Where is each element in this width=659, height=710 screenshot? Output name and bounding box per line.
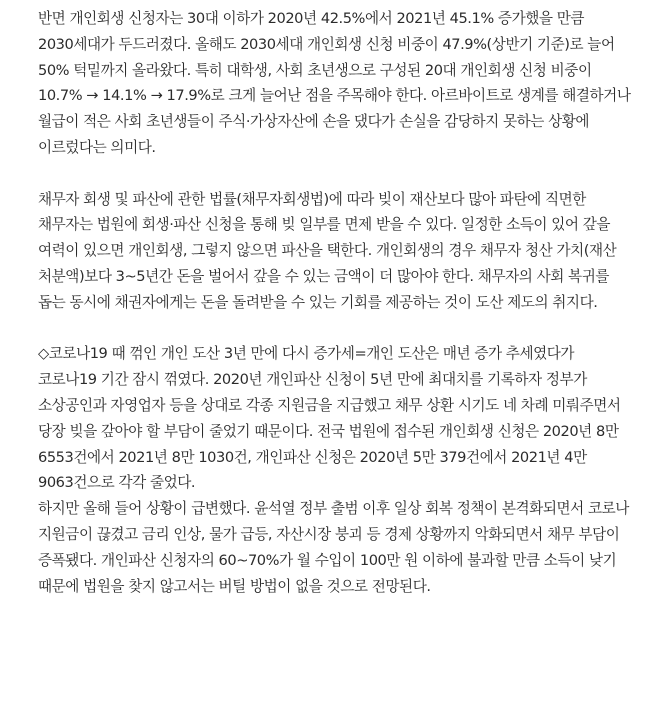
article-paragraph-covid-decline: ◇코로나19 때 꺾인 개인 도산 3년 만에 다시 증가세=개인 도산은 매년 증가 추세였다가 코로나19 기간 잠시 꺾였다. 2020년 개인파산 신청이 5년 만에 최대치를 기록하자 정부가 소상공인과 자영업자 등을 상대로 각종 지원금을 지급했고 채무 상환 시기도 네 차례 미뤄주면서 당장 빚을 갚아야 할 부담이 줄었기 때문이다. 전국 법원에 접수된 개인회생 신청은 2020년 8만 6553건에서 2021년 8만 1030건, 개인파산 신청은 2020년 5만 379건에서 2021년 4만 9063건으로 각각 줄었다. [38, 345, 621, 492]
article-paragraph-outlook: 하지만 올해 들어 상황이 급변했다. 윤석열 정부 출범 이후 일상 회복 정책이 본격화되면서 코로나 지원금이 끊겼고 금리 인상, 물가 급등, 자산시장 붕괴 등 경제 상황까지 악화되면서 채무 부담이 증폭됐다. 개인파산 신청자의 60~70%가 월 수입이 100만 원 이하에 불과할 만큼 소득이 낮기 때문에 법원을 찾지 않고서는 버틸 방법이 없을 것으로 전망된다. [38, 500, 629, 595]
article-paragraph-bankruptcy-law: 채무자 회생 및 파산에 관한 법률(채무자회생법)에 따라 빚이 재산보다 많아 파탄에 직면한 채무자는 법원에 회생·파산 신청을 통해 빚 일부를 면제 받을 수 있다. 일정한 소득이 있어 갚을 여력이 있으면 개인회생, 그렇지 않으면 파산을 택한다. 개인회생의 경우 채무자 청산 가치(재산 처분액)보다 3~5년간 돈을 벌어서 갚을 수 있는 금액이 더 많아야 한다. 채무자의 사회 복귀를 돕는 동시에 채권자에게는 돈을 돌려받을 수 있는 기회를 제공하는 것이 도산 제도의 취지다. [38, 190, 617, 311]
article-paragraph-young-applicants: 반면 개인회생 신청자는 30대 이하가 2020년 42.5%에서 2021년 45.1% 증가했을 만큼 2030세대가 두드러졌다. 올해도 2030세대 개인회생 신청 비중이 47.9%(상반기 기준)로 늘어 50% 턱밑까지 올라왔다. 특히 대학생, 사회 초년생으로 구성된 20대 개인회생 신청 비중이 10.7% → 14.1% → 17.9%로 크게 늘어난 점을 주목해야 한다. 아르바이트로 생계를 해결하거나 월급이 적은 사회 초년생들이 주식·가상자산에 손을 댔다가 손실을 감당하지 못하는 상황에 이르렀다는 의미다. [38, 10, 631, 156]
paragraph-spacer [38, 161, 635, 187]
paragraph-spacer [38, 316, 635, 342]
